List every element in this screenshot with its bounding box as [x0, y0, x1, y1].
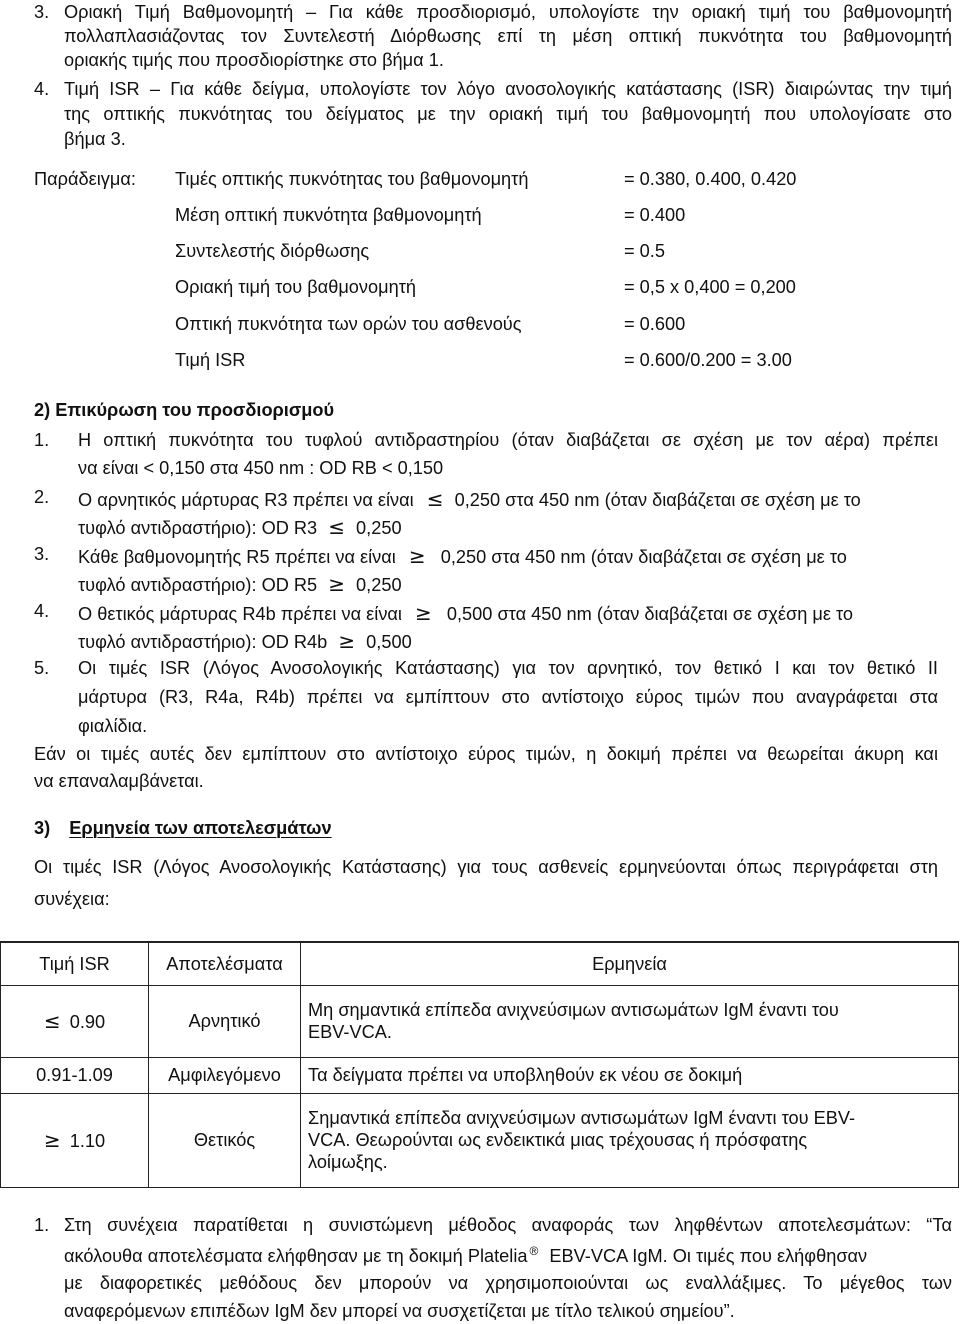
meaning-line: λοίμωξης. [308, 1152, 388, 1172]
text-line: να επαναλαμβάνεται. [34, 771, 204, 791]
example-row-name: Μέση οπτική πυκνότητα βαθμονομητή [175, 205, 482, 225]
text-line: μάρτυρα (R3, R4a, R4b) πρέπει να εμπίπτουν στο αντίστοιχο εύρος τιμών που αναγράφεται στα [78, 687, 938, 707]
text-line: της οπτικής πυκνότητας του δείγματος με την οριακή τιμή του βαθμονομητή που υπολογίσατε στο [64, 104, 952, 124]
text-line: φιαλίδια. [78, 716, 148, 736]
less-equal-symbol: ≤ [43, 1008, 61, 1033]
example-row-value: = 0.600 [624, 314, 686, 334]
isr-interpretation-table [0, 941, 959, 1188]
text-line: να είναι < 0,150 στα 450 nm : OD RB < 0,150 [78, 458, 444, 478]
text-line [78, 515, 402, 539]
example-row-name: Συντελεστής διόρθωσης [175, 241, 370, 261]
example-label: Παράδειγμα: [34, 169, 136, 189]
meaning-cell: Τα δείγματα πρέπει να υποβληθούν εκ νέου σε δοκιμή [301, 1057, 959, 1093]
greater-equal-symbol: ≥ [408, 544, 426, 568]
table-header-cell: Αποτελέσματα [149, 942, 301, 985]
table-row [1, 985, 959, 1057]
meaning-cell [301, 1093, 959, 1187]
text-segment: τυφλό αντιδραστήριο): OD R3 [78, 518, 318, 538]
example-row-name: Τιμές οπτικής πυκνότητας του βαθμονομητή [175, 169, 529, 189]
text-segment: Κάθε βαθμονομητής R5 πρέπει να είναι [78, 547, 396, 567]
text-line: Οριακή Τιμή Βαθμονομητή – Για κάθε προσδιορισμό, υπολογίστε την οριακή τιμή του βαθμονομητή [64, 2, 952, 22]
text-line [78, 601, 853, 625]
text-segment: Ο αρνητικός μάρτυρας R3 πρέπει να είναι [78, 490, 414, 510]
meaning-line: VCA. Θεωρούνται ως ενδεικτικά μιας τρέχουσας ή πρόσφατης [308, 1130, 808, 1150]
isr-cell [1, 1093, 149, 1187]
example-row-value: = 0.380, 0.400, 0.420 [624, 169, 797, 189]
meaning-cell [301, 985, 959, 1057]
text-segment: 0,500 [366, 632, 412, 652]
text-line: συνέχεια: [34, 889, 110, 909]
result-cell: Αμφιλεγόμενο [149, 1057, 301, 1093]
text-segment: EBV-VCA IgM. Οι τιμές που ελήφθησαν [549, 1246, 868, 1267]
example-row-name: Τιμή ISR [175, 350, 246, 370]
text-line: Η οπτική πυκνότητα του τυφλού αντιδραστηρίου (όταν διαβάζεται σε σχέση με τον αέρα) πρέπει [78, 430, 938, 450]
example-row-name: Οριακή τιμή του βαθμονομητή [175, 277, 417, 297]
text-segment: 0,250 [356, 575, 402, 595]
table-header-cell: Τιμή ISR [1, 942, 149, 985]
result-cell: Αρνητικό [149, 985, 301, 1057]
table-row [1, 1057, 959, 1093]
isr-value: 1.10 [69, 1130, 106, 1151]
greater-equal-symbol: ≥ [328, 572, 345, 596]
text-segment: τυφλό αντιδραστήριο): OD R5 [78, 575, 318, 595]
text-segment: 0,250 στα 450 nm (όταν διαβάζεται σε σχέση με το [454, 490, 861, 510]
registered-mark: ® [529, 1244, 539, 1258]
isr-cell: 0.91-1.09 [1, 1057, 149, 1093]
text-segment: 0,500 στα 450 nm (όταν διαβάζεται σε σχέση με το [446, 604, 854, 624]
list-number: 4. [34, 601, 50, 621]
text-line: Στη συνέχεια παρατίθεται η συνιστώμενη μέθοδος αναφοράς των ληφθέντων αποτελεσμάτων: “Τα [64, 1215, 952, 1235]
greater-equal-symbol: ≥ [43, 1127, 61, 1152]
meaning-line: Σημαντικά επίπεδα ανιχνεύσιμων αντισωμάτων IgM έναντι του EBV- [308, 1108, 856, 1128]
heading-number: 3) [34, 818, 51, 838]
example-row-value: = 0.400 [624, 205, 686, 225]
text-segment: 0,250 [356, 518, 402, 538]
greater-equal-symbol: ≥ [338, 629, 356, 653]
example-row-name: Οπτική πυκνότητα των ορών του ασθενούς [175, 314, 522, 334]
list-number: 3. [34, 2, 50, 22]
text-line [78, 544, 847, 568]
example-row-value: = 0,5 x 0,400 = 0,200 [624, 277, 796, 297]
less-equal-symbol: ≤ [328, 515, 345, 539]
text-segment: 0,250 στα 450 nm (όταν διαβάζεται σε σχέση με το [440, 547, 847, 567]
list-number: 3. [34, 544, 50, 564]
list-number: 1. [34, 1215, 50, 1235]
text-segment: Ο θετικός μάρτυρας R4b πρέπει να είναι [78, 604, 402, 624]
text-line: Οι τιμές ISR (Λόγος Ανοσολογικής Κατάστασης) για τους ασθενείς ερμηνεύονται όπως περιγράφεται στη [34, 857, 938, 877]
less-equal-symbol: ≤ [426, 487, 444, 511]
greater-equal-symbol: ≥ [415, 601, 432, 625]
text-line [78, 487, 861, 511]
text-line [78, 572, 402, 596]
text-line: βήμα 3. [64, 129, 126, 149]
text-line: αναφερόμενων επιπέδων IgM δεν μπορεί να συσχετίζεται με τίτλο τελικού σημείου”. [64, 1301, 735, 1321]
example-row-value: = 0.5 [624, 241, 665, 261]
text-segment: τυφλό αντιδραστήριο): OD R4b [78, 632, 328, 652]
text-segment: ακόλουθα αποτελέσματα ελήφθησαν με τη δοκιμή Platelia [64, 1246, 528, 1267]
validation-heading: 2) Επικύρωση του προσδιορισμού [34, 400, 335, 420]
text-line: με διαφορετικές μεθόδους δεν μπορούν να χρησιμοποιούνται ως εναλλάξιμες. Το μέγεθος των [64, 1273, 952, 1293]
isr-cell [1, 985, 149, 1057]
isr-value: 0.90 [69, 1011, 106, 1032]
text-line [64, 1244, 867, 1267]
result-cell: Θετικός [149, 1093, 301, 1187]
meaning-line: EBV-VCA. [308, 1022, 392, 1042]
text-line: Τιμή ISR – Για κάθε δείγμα, υπολογίστε τον λόγο ανοσολογικής κατάστασης (ISR) διαιρώντας την τιμή [64, 79, 952, 99]
table-header-row [1, 942, 959, 985]
text-line: οριακής τιμής που προσδιορίστηκε στο βήμα 1. [64, 50, 444, 70]
list-number: 5. [34, 658, 50, 678]
list-number: 1. [34, 430, 50, 450]
interpretation-heading [34, 818, 332, 839]
example-row-value: = 0.600/0.200 = 3.00 [624, 350, 792, 370]
table-header-cell: Ερμηνεία [301, 942, 959, 985]
text-line [78, 629, 412, 653]
text-line: Εάν οι τιμές αυτές δεν εμπίπτουν στο αντίστοιχο εύρος τιμών, η δοκιμή πρέπει να θεωρείται άκυρη και [34, 744, 938, 764]
text-line: Οι τιμές ISR (Λόγος Ανοσολογικής Κατάστασης) για τον αρνητικό, τον θετικό I και τον θετικό II [78, 658, 938, 678]
list-number: 4. [34, 79, 50, 99]
meaning-line: Μη σημαντικά επίπεδα ανιχνεύσιμων αντισωμάτων IgM έναντι του [308, 1000, 839, 1020]
text-line: πολλαπλασιάζοντας τον Συντελεστή Διόρθωσης επί τη μέση οπτική πυκνότητα του βαθμονομητή [64, 26, 952, 46]
heading-text: Ερμηνεία των αποτελεσμάτων [69, 818, 332, 838]
table-row [1, 1093, 959, 1187]
list-number: 2. [34, 487, 50, 507]
